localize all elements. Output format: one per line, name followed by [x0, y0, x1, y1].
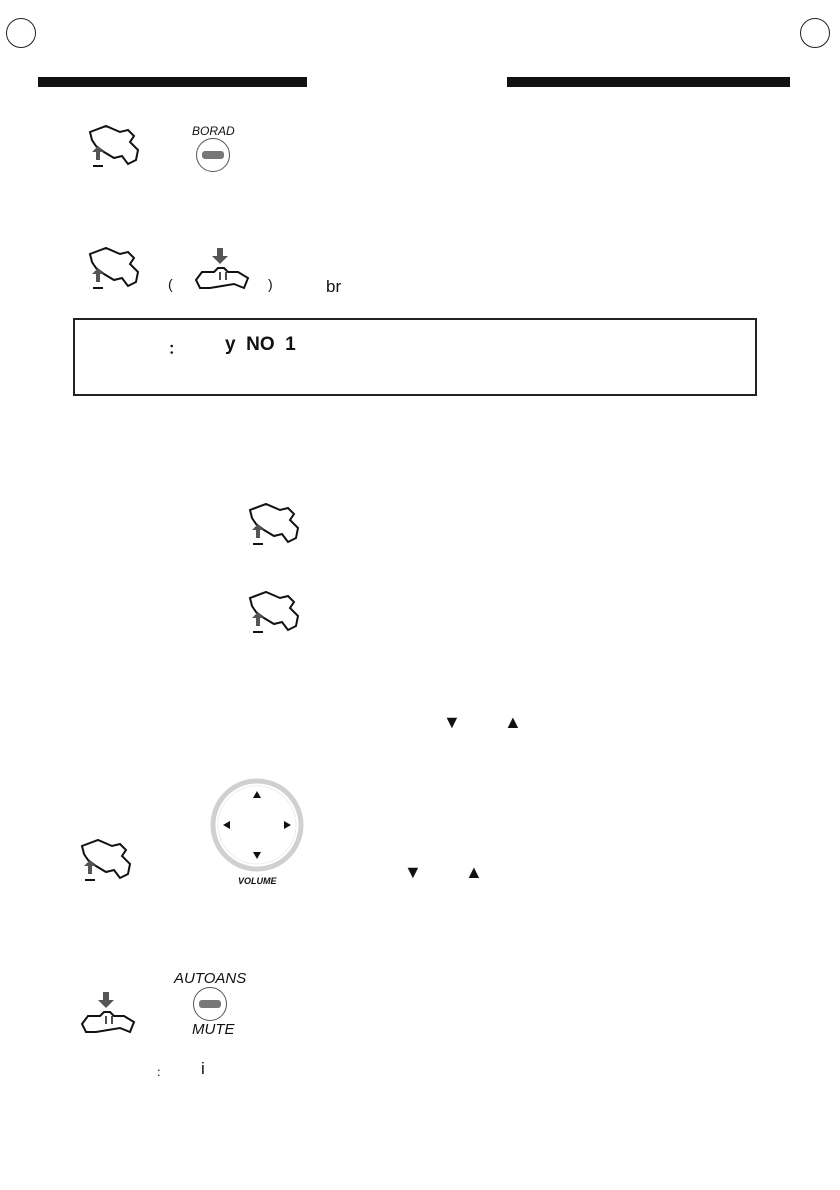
hand-lift-icon [76, 836, 138, 886]
down-arrow-icon: ▼ [443, 712, 461, 732]
autoans-label: AUTOANS [174, 970, 247, 987]
paren-open: ( [168, 276, 173, 292]
dpad-icon[interactable] [210, 778, 304, 872]
hand-press-icon [190, 244, 256, 296]
volume-label: VOLUME [238, 876, 277, 886]
bottom-text-i: i [201, 1059, 205, 1078]
note-box [73, 318, 757, 396]
hand-lift-icon [244, 588, 306, 638]
up-arrow-icon: ▲ [504, 712, 522, 732]
text-fragment-br: br [326, 277, 342, 296]
hand-press-icon [76, 988, 142, 1040]
up-arrow-icon: ▲ [465, 862, 483, 882]
corner-circle-right [800, 18, 830, 48]
autoans-mute-button[interactable] [193, 987, 227, 1021]
mute-label: MUTE [192, 1021, 235, 1038]
bottom-colon: ： [156, 1065, 169, 1079]
hand-lift-icon [84, 244, 146, 294]
borad-button[interactable] [196, 138, 230, 172]
hand-lift-icon [84, 122, 146, 172]
paren-close: ) [268, 276, 273, 292]
header-rule-left [38, 77, 307, 87]
borad-label: BORAD [192, 124, 235, 138]
down-arrow-icon: ▼ [404, 862, 422, 882]
note-colon: ： [168, 341, 185, 358]
hand-lift-icon [244, 500, 306, 550]
note-text: y NO 1 [225, 334, 296, 355]
header-rule-right [507, 77, 790, 87]
corner-circle-left [6, 18, 36, 48]
